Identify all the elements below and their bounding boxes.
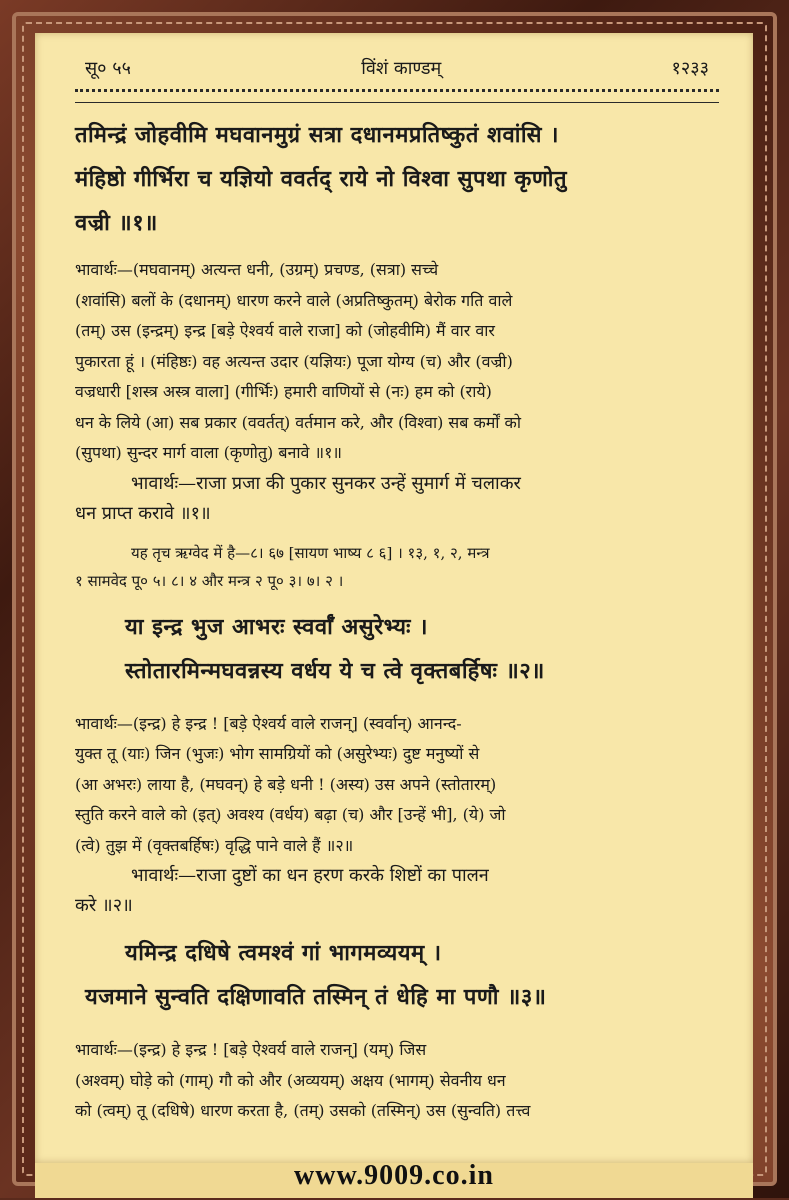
reference-note [75,539,719,595]
bhavarth-line: भावार्थः—(इन्द्र) हे इन्द्र ! [बड़े ऐश्वर्य वाले राजन्] (स्वर्वान्) आनन्द- [75,713,462,733]
bhavarth-line: युक्त तू (याः) जिन (भुजः) भोग सामग्रियों को (असुरेभ्यः) दुष्ट मनुष्यों से [75,744,480,763]
bhavarth-3 [75,1035,719,1127]
bhavarth-summary-line: धन प्राप्त करावे ॥१॥ [75,502,211,524]
bhavarth-2 [75,709,719,922]
bhavarth-line: (अश्वम्) घोड़े को (गाम्) गौ को और (अव्ययम्) अक्षय (भागम्) सेवनीय धन [75,1070,506,1090]
sukta-number: सू० ५५ [85,58,131,79]
bhavarth-line: को (त्वम्) तू (दधिषे) धारण करता है, (तम्) उसको (तस्मिन्) उस (सुन्वति) तत्त्व [75,1101,531,1120]
bhavarth-line: भावार्थः—(मघवानम्) अत्यन्त धनी, (उग्रम्) प्रचण्ड, (सत्रा) सच्चे [75,260,439,279]
mantra-line: यजमाने सुन्वति दक्षिणावति तस्मिन् तं धेहि मा पणौ ॥३॥ [85,984,547,1010]
mantra-line: या इन्द्र भुज आभरः स्वर्वाँ असुरेभ्यः । [125,613,428,640]
bhavarth-summary-line: करे ॥२॥ [75,895,133,916]
mantra-line: यमिन्द्र दधिषे त्वमश्वं गां भागमव्ययम् । [125,940,442,966]
mantra-line: स्तोतारमिन्मघवन्नस्य वर्धय ये च त्वे वृक्तबर्हिषः ॥२॥ [125,657,545,684]
header-rule [75,89,719,103]
bhavarth-line: भावार्थः—(इन्द्र) हे इन्द्र ! [बड़े ऐश्वर्य वाले राजन्] (यम्) जिस [75,1040,427,1059]
reference-line: यह तृच ऋग्वेद में है—८। ६७ [सायण भाष्य ८ ६] । १३, १, २, मन्त्र [131,543,490,562]
mantra-3 [75,931,719,1019]
bhavarth-summary-line: भावार्थः—राजा दुष्टों का धन हरण करके शिष्टों का पालन [131,865,489,886]
website-url[interactable]: www.9009.co.in [294,1160,494,1191]
bhavarth-1 [75,255,719,529]
mantra-line: तमिन्द्रं जोहवीमि मघवानमुग्रं सत्रा दधानमप्रतिष्कुतं शवांसि । [75,122,559,148]
book-page [35,33,753,1163]
bhavarth-summary-line: भावार्थः—राजा प्रजा की पुकार सुनकर उन्हें सुमार्ग में चलाकर [131,472,521,494]
mantra-1 [75,113,719,245]
bhavarth-line: पुकारता हूं । (मंहिष्ठः) वह अत्यन्त उदार (यज्ञियः) पूजा योग्य (च) और (वज्री) [75,351,513,371]
footer-bar [35,1160,753,1198]
bhavarth-line: स्तुति करने वाले को (इत्) अवश्य (वर्धय) बढ़ा (च) और [उन्हें भी], (ये) जो [75,805,506,824]
kanda-title: विंशं काण्डम् [361,58,442,79]
bhavarth-line: (सुपथा) सुन्दर मार्ग वाला (कृणोतु) बनावे ॥१॥ [75,443,342,462]
page-header [75,53,719,83]
bhavarth-line: (तम्) उस (इन्द्रम्) इन्द्र [बड़े ऐश्वर्य वाले राजा] को (जोहवीमि) मैं वार वार [75,321,495,340]
mantra-line: मंहिष्ठो गीर्भिरा च यज्ञियो ववर्तद् राये नो विश्वा सुपथा कृणोतु [75,166,567,192]
bhavarth-line: वज्रधारी [शस्त्र अस्त्र वाला] (गीर्भिः) हमारी वाणियों से (नः) हम को (राये) [75,382,492,401]
bhavarth-line: धन के लिये (आ) सब प्रकार (ववर्तत्) वर्तमान करे, और (विश्वा) सब कर्मों को [75,412,521,432]
page-number: १२३३ [671,58,709,79]
reference-line: १ सामवेद पू० ५। ८। ४ और मन्त्र २ पू० ३। ७। २ । [75,571,344,590]
mantra-line: वज्री ॥१॥ [75,210,158,236]
bhavarth-line: (आ अभरः) लाया है, (मघवन्) हे बड़े धनी ! (अस्य) उस अपने (स्तोतारम्) [75,774,497,794]
bhavarth-line: (त्वे) तुझ में (वृक्तबर्हिषः) वृद्धि पाने वाले हैं ॥२॥ [75,835,354,855]
mantra-2 [75,605,719,693]
bhavarth-line: (शवांसि) बलों के (दधानम्) धारण करने वाले (अप्रतिष्कुतम्) बेरोक गति वाले [75,290,513,310]
